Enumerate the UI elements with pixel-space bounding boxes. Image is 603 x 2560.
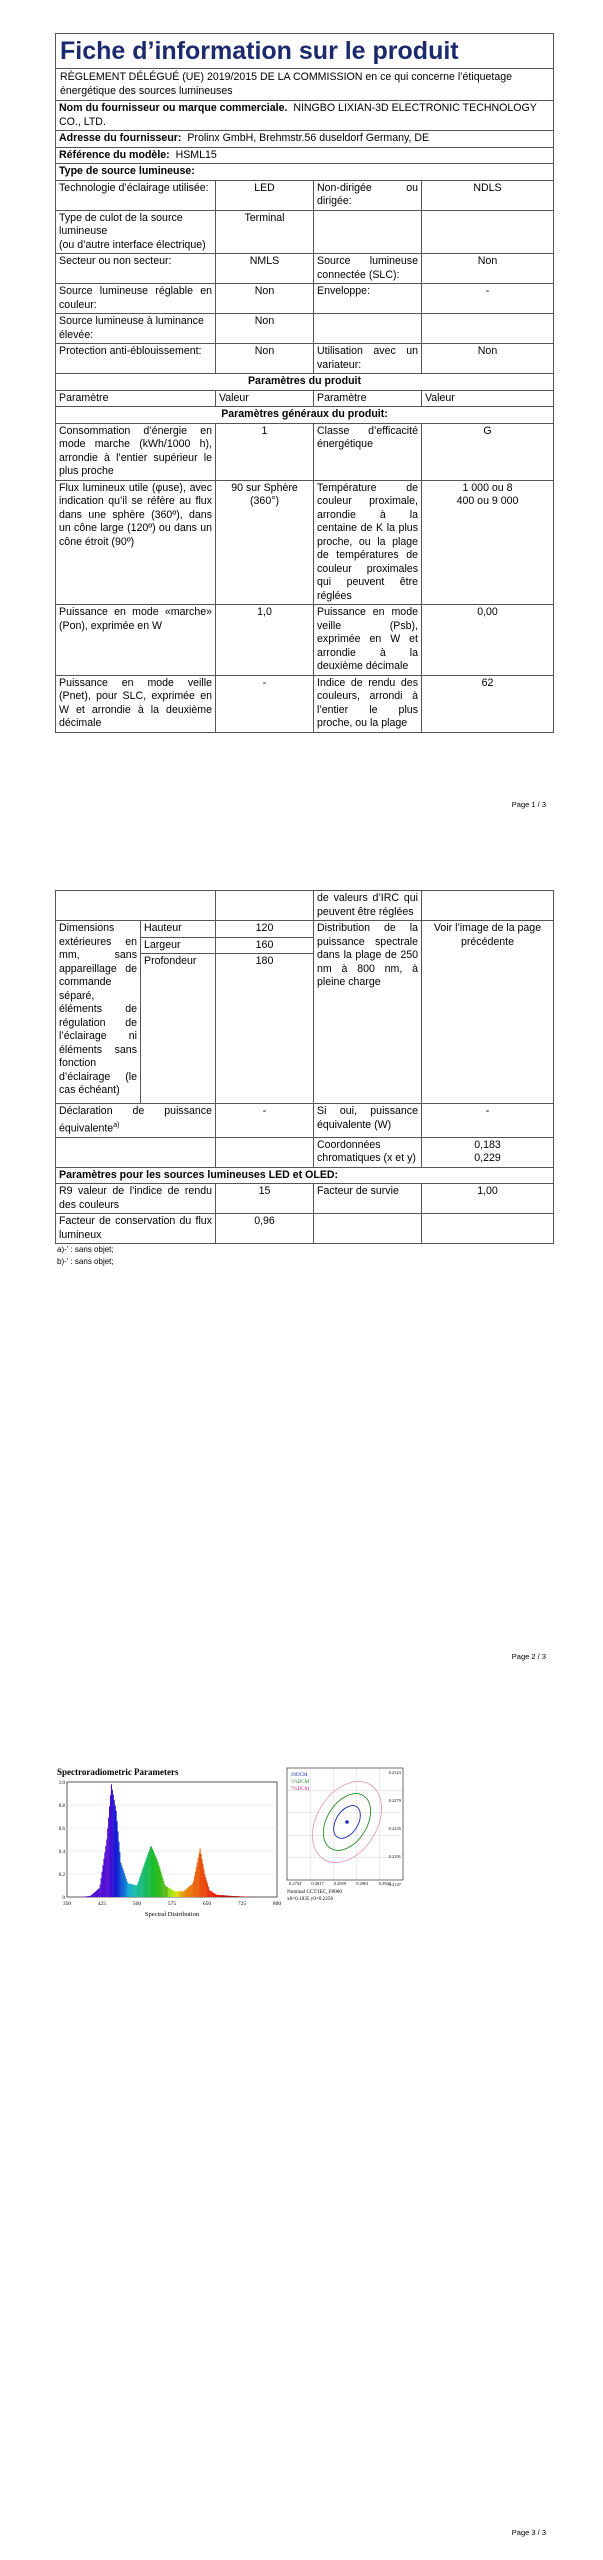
cie-legend-3: 7%DCM bbox=[291, 1787, 310, 1792]
netstandby-label: Puissance en mode veille (Pnet), pour SLC, exprimée en W et arrondie à la deuxième décimale bbox=[56, 675, 216, 732]
equivw-value: - bbox=[422, 1104, 554, 1138]
address-label: Adresse du fournisseur: bbox=[59, 132, 182, 144]
tunable-label: Source lumineuse réglable en couleur: bbox=[56, 284, 216, 314]
socket-label bbox=[56, 210, 216, 254]
model-row bbox=[56, 147, 554, 164]
empty-cell bbox=[56, 891, 216, 921]
empty-cell bbox=[422, 1214, 554, 1244]
sheet-2 bbox=[55, 890, 553, 1268]
directional-label: Non-dirigée ou dirigée: bbox=[314, 180, 422, 210]
antiglare-value: Non bbox=[216, 344, 314, 374]
cct-label: Température de couleur proximale, arrondie à la centaine de K la plus proche, ou la plage de températures de couleur proximales qui peuvent être réglées bbox=[314, 480, 422, 605]
supplier-row bbox=[56, 101, 554, 131]
col-param-header: Paramètre bbox=[56, 390, 216, 407]
page-title: Fiche d’information sur le produit bbox=[56, 34, 554, 69]
class-value: G bbox=[422, 423, 554, 480]
dimmer-label: Utilisation avec un variateur: bbox=[314, 344, 422, 374]
survival-value: 1,00 bbox=[422, 1184, 554, 1214]
slc-value: Non bbox=[422, 254, 554, 284]
spectrum-xtick: 575 bbox=[167, 1901, 177, 1907]
equiv-label-text: Déclaration de puissance équivalente bbox=[59, 1105, 212, 1135]
class-label: Classe d’efficacité énergétique bbox=[314, 423, 422, 480]
cie-xtick: 0.2859 bbox=[333, 1881, 347, 1886]
footnote-a: a)-’ : sans objet; bbox=[57, 1245, 114, 1255]
spectrum-title: Spectroradiometric Parameters bbox=[57, 1767, 179, 1777]
empty-cell bbox=[56, 1137, 216, 1167]
techno-value: LED bbox=[216, 180, 314, 210]
cie-ytick: 0.2279 bbox=[388, 1798, 401, 1803]
r9-label: R9 valeur de l’indice de rendu des couleurs bbox=[56, 1184, 216, 1214]
spectrum-ytick: 0.6 bbox=[58, 1827, 65, 1832]
empty-cell bbox=[422, 210, 554, 254]
info-table-2 bbox=[55, 890, 554, 1244]
address-value: Prolinx GmbH, Brehmstr.56 duseldorf Germany, DE bbox=[187, 132, 430, 144]
survival-label: Facteur de survie bbox=[314, 1184, 422, 1214]
cct-value-line-1: 1 000 ou 8 bbox=[462, 481, 513, 494]
spectrum-ytick: 1.0 bbox=[58, 1781, 65, 1786]
depth-value: 180 bbox=[216, 954, 314, 1104]
led-heading: Paramètres pour les sources lumineuses LED et OLED: bbox=[56, 1167, 554, 1184]
cie-caption-2: x0=0.1835 y0=0.2256 bbox=[287, 1896, 334, 1902]
regulation-text: RÈGLEMENT DÉLÉGUÉ (UE) 2019/2015 DE LA COMMISSION en ce qui concerne l’étiquetage énergétique des sources lumineuses bbox=[56, 69, 554, 101]
page-number: Page 3 / 3 bbox=[511, 2528, 546, 2537]
cct-value bbox=[422, 480, 554, 605]
spectrum-chart bbox=[55, 1766, 285, 1926]
envelope-label: Enveloppe: bbox=[314, 284, 422, 314]
supplier-value: NINGBO LIXIAN-3D ELECTRONIC TECHNOLOGY CO., LTD. bbox=[59, 102, 537, 128]
envelope-value: - bbox=[422, 284, 554, 314]
height-value: 120 bbox=[216, 921, 314, 938]
directional-value: NDLS bbox=[422, 180, 554, 210]
empty-cell bbox=[314, 210, 422, 254]
type-heading: Type de source lumineuse: bbox=[56, 164, 554, 181]
col-value-header: Valeur bbox=[422, 390, 554, 407]
cie-ytick: 0.2191 bbox=[388, 1854, 401, 1859]
info-table-1 bbox=[55, 33, 554, 733]
page-3 bbox=[0, 1688, 603, 2560]
page-number: Page 1 / 3 bbox=[511, 800, 546, 809]
model-label: Référence du modèle: bbox=[59, 148, 170, 161]
spd-value: Voir l’image de la page précédente bbox=[422, 921, 554, 1104]
cct-value-line-2: 400 ou 9 000 bbox=[456, 495, 519, 507]
cri-value: 62 bbox=[422, 675, 554, 732]
general-heading: Paramètres généraux du produit: bbox=[56, 407, 554, 424]
cie-xtick: 0.2943 bbox=[378, 1881, 391, 1886]
highlum-label: Source lumineuse à luminance élevée: bbox=[56, 314, 216, 344]
maint-label: Facteur de conservation du flux lumineux bbox=[56, 1214, 216, 1244]
spectrum-ytick: 0.4 bbox=[58, 1850, 65, 1855]
highlum-value: Non bbox=[216, 314, 314, 344]
spectrum-xlabel: Spectral Distribution bbox=[144, 1911, 200, 1918]
socket-label-sub: (ou d’autre interface électrique) bbox=[59, 238, 206, 251]
standby-value: 0,00 bbox=[422, 605, 554, 676]
empty-cell bbox=[314, 1214, 422, 1244]
onpower-value: 1,0 bbox=[216, 605, 314, 676]
height-label: Hauteur bbox=[141, 921, 216, 938]
spd-label: Distribution de la puissance spectrale dans la plage de 250 nm à 800 nm, à pleine charge bbox=[314, 921, 422, 1104]
antiglare-label: Protection anti-éblouissement: bbox=[56, 344, 216, 374]
chroma-value bbox=[422, 1137, 554, 1167]
cie-ytick: 0.2323 bbox=[388, 1770, 401, 1775]
r9-value: 15 bbox=[216, 1184, 314, 1214]
energy-value: 1 bbox=[216, 423, 314, 480]
empty-cell bbox=[216, 891, 314, 921]
chroma-y: 0,229 bbox=[474, 1152, 501, 1165]
page-2 bbox=[0, 830, 603, 1688]
chroma-x: 0,183 bbox=[474, 1138, 501, 1151]
maint-value: 0,96 bbox=[216, 1214, 314, 1244]
spectrum-figure bbox=[55, 1766, 285, 1931]
spectrum-ytick: 0.2 bbox=[58, 1873, 65, 1878]
mains-label: Secteur ou non secteur: bbox=[56, 254, 216, 284]
dimmer-value: Non bbox=[422, 344, 554, 374]
standby-label: Puissance en mode veille (Psb), exprimée en W et arrondie à la deuxième décimale bbox=[314, 605, 422, 676]
chroma-label: Coordonnées chromatiques (x et y) bbox=[314, 1137, 422, 1167]
cie-point bbox=[345, 1820, 349, 1824]
cie-xtick: 0.2817 bbox=[311, 1881, 324, 1886]
techno-label: Technologie d’éclairage utilisée: bbox=[56, 180, 216, 210]
empty-cell bbox=[422, 891, 554, 921]
equiv-value: - bbox=[216, 1104, 314, 1138]
cie-ytick: 0.2235 bbox=[388, 1826, 401, 1831]
depth-label: Profondeur bbox=[141, 954, 216, 1104]
cie-figure bbox=[285, 1766, 405, 1911]
cie-legend-2: 5%DCM bbox=[291, 1780, 310, 1785]
address-row bbox=[56, 131, 554, 148]
onpower-label: Puissance en mode «marche» (Pon), exprimée en W bbox=[56, 605, 216, 676]
footnote-b: b)-’ : sans objet; bbox=[57, 1257, 114, 1267]
cri-label-part-1: Indice de rendu des couleurs, arrondi à l’entier le plus proche, ou la plage bbox=[314, 675, 422, 732]
socket-label-text: Type de culot de la source lumineuse bbox=[59, 211, 183, 237]
spectrum-xtick: 500 bbox=[132, 1901, 142, 1907]
equiv-label: Déclaration de puissance équivalente$^{a)}$ bbox=[56, 1104, 216, 1138]
cri-label-part-2: de valeurs d’IRC qui peuvent être réglées bbox=[314, 891, 422, 921]
flux-label: Flux lumineux utile (φuse), avec indication qu’il se réfère au flux dans une sphère (360º), dans un cône large (120º) ou dans un cône étroit (90º) bbox=[56, 480, 216, 605]
spectrum-plot-frame bbox=[67, 1782, 277, 1897]
cie-caption-1: Nominal CCT:IEC_F8000 bbox=[287, 1889, 342, 1895]
empty-cell bbox=[422, 314, 554, 344]
spectrum-xtick: 425 bbox=[97, 1901, 107, 1907]
equivw-label: Si oui, puissance équivalente (W) bbox=[314, 1104, 422, 1138]
mains-value: NMLS bbox=[216, 254, 314, 284]
empty-cell bbox=[216, 1137, 314, 1167]
page-1 bbox=[0, 0, 603, 830]
page-number: Page 2 / 3 bbox=[511, 1652, 546, 1661]
socket-value: Terminal bbox=[216, 210, 314, 254]
width-label: Largeur bbox=[141, 937, 216, 954]
spectrum-xtick: 800 bbox=[272, 1901, 282, 1907]
params-heading: Paramètres du produit bbox=[56, 374, 554, 391]
energy-label: Consommation d’énergie en mode marche (kWh/1000 h), arrondie à l’entier supérieur le plus proche bbox=[56, 423, 216, 480]
sheet-1 bbox=[55, 33, 553, 733]
spectrum-ytick: 0 bbox=[62, 1896, 65, 1901]
model-value: HSML15 bbox=[175, 148, 217, 161]
tunable-value: Non bbox=[216, 284, 314, 314]
spectrum-xtick: 725 bbox=[237, 1901, 247, 1907]
slc-label: Source lumineuse connectée (SLC): bbox=[314, 254, 422, 284]
spectrum-ytick: 0.8 bbox=[58, 1804, 65, 1809]
cie-xtick: 0.2754 bbox=[289, 1881, 302, 1886]
cie-ytick: 0.2147 bbox=[388, 1882, 401, 1887]
supplier-label: Nom du fournisseur ou marque commerciale. bbox=[59, 102, 288, 114]
empty-cell bbox=[314, 314, 422, 344]
cie-chart bbox=[285, 1766, 405, 1906]
cie-legend-1: 20DCM bbox=[291, 1773, 308, 1778]
dims-label: Dimensions extérieures en mm, sans appareillage de commande séparé, éléments de régulation de l’éclairage ni éléments sans fonction d’éclairage (le cas échéant) bbox=[56, 921, 141, 1104]
width-value: 160 bbox=[216, 937, 314, 954]
flux-value: 90 sur Sphère (360°) bbox=[216, 480, 314, 605]
netstandby-value: - bbox=[216, 675, 314, 732]
cie-xtick: 0.2901 bbox=[356, 1881, 369, 1886]
col-value-header: Valeur bbox=[216, 390, 314, 407]
spectrum-xtick: 650 bbox=[202, 1901, 212, 1907]
spectrum-xtick: 350 bbox=[62, 1901, 72, 1907]
col-param-header: Paramètre bbox=[314, 390, 422, 407]
